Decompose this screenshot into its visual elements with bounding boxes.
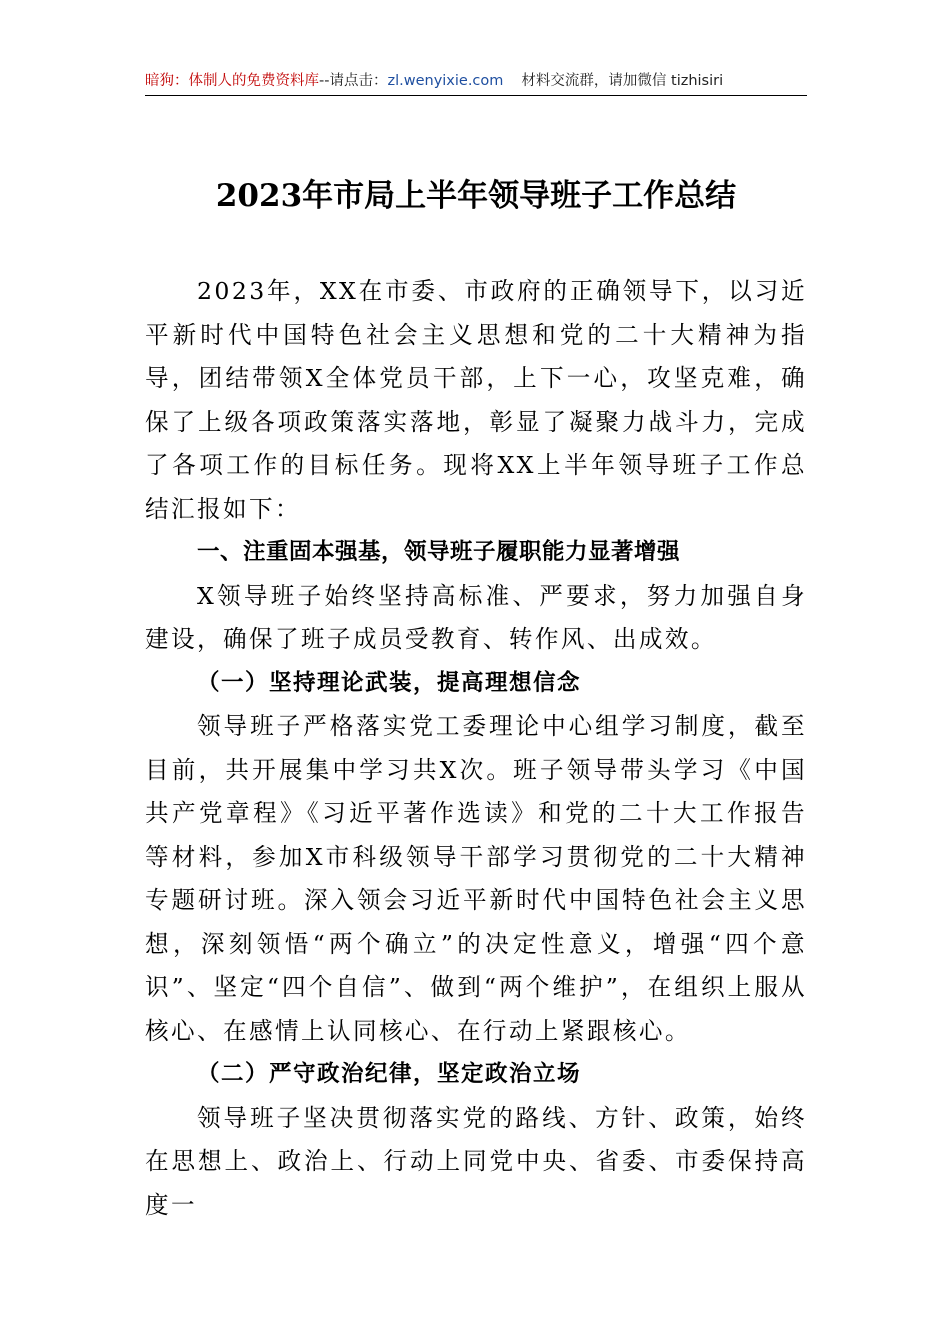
subsection-2-paragraph: 领导班子坚决贯彻落实党的路线、方针、政策，始终在思想上、政治上、行动上同党中央、省委、市委保持高度一 xyxy=(145,1103,807,1219)
subsection-2-heading: （二）严守政治纪律，坚定政治立场 xyxy=(197,1061,582,1087)
subsection-1-heading: （一）坚持理论武装，提高理想信念 xyxy=(197,669,582,696)
document-title: 2023年市局上半年领导班子工作总结 xyxy=(215,178,737,214)
header-bar xyxy=(145,68,807,94)
intro-paragraph: 2023年，XX在市委、市政府的正确领导下，以习近平新时代中国特色社会主义思想和党的二十大精神为指导，团结带领X全体党员干部，上下一心，攻坚克难，确保了上级各项政策落实落地，彰显了凝聚力战斗力，完成了各项工作的目标任务。现将XX上半年领导班子工作总结汇报如下： xyxy=(145,277,807,523)
section-1-heading: 一、注重固本强基，领导班子履职能力显著增强 xyxy=(197,539,681,565)
document-body xyxy=(145,270,807,1227)
section-1-intro-paragraph: X领导班子始终坚持高标准、严要求，努力加强自身建设，确保了班子成员受教育、转作风、出成效。 xyxy=(145,581,807,653)
header-click-prompt: --请点击： xyxy=(319,73,388,89)
header-group-note: 材料交流群，请加微信 tizhisiri xyxy=(521,73,724,89)
header-url-link[interactable]: zl.wenyixie.com xyxy=(387,73,504,89)
header-divider xyxy=(145,95,807,96)
header-brand: 暗狗：体制人的免费资料库 xyxy=(145,73,319,89)
subsection-1-paragraph: 领导班子严格落实党工委理论中心组学习制度，截至目前，共开展集中学习共X次。班子领导带头学习《中国共产党章程》《习近平著作选读》和党的二十大工作报告等材料，参加X市科级领导干部学习贯彻党的二十大精神专题研讨班。深入领会习近平新时代中国特色社会主义思想，深刻领悟“两个确立”的决定性意义，增强“四个意识”、坚定“四个自信”、做到“两个维护”，在组织上服从核心、在感情上认同核心、在行动上紧跟核心。 xyxy=(145,712,807,1045)
